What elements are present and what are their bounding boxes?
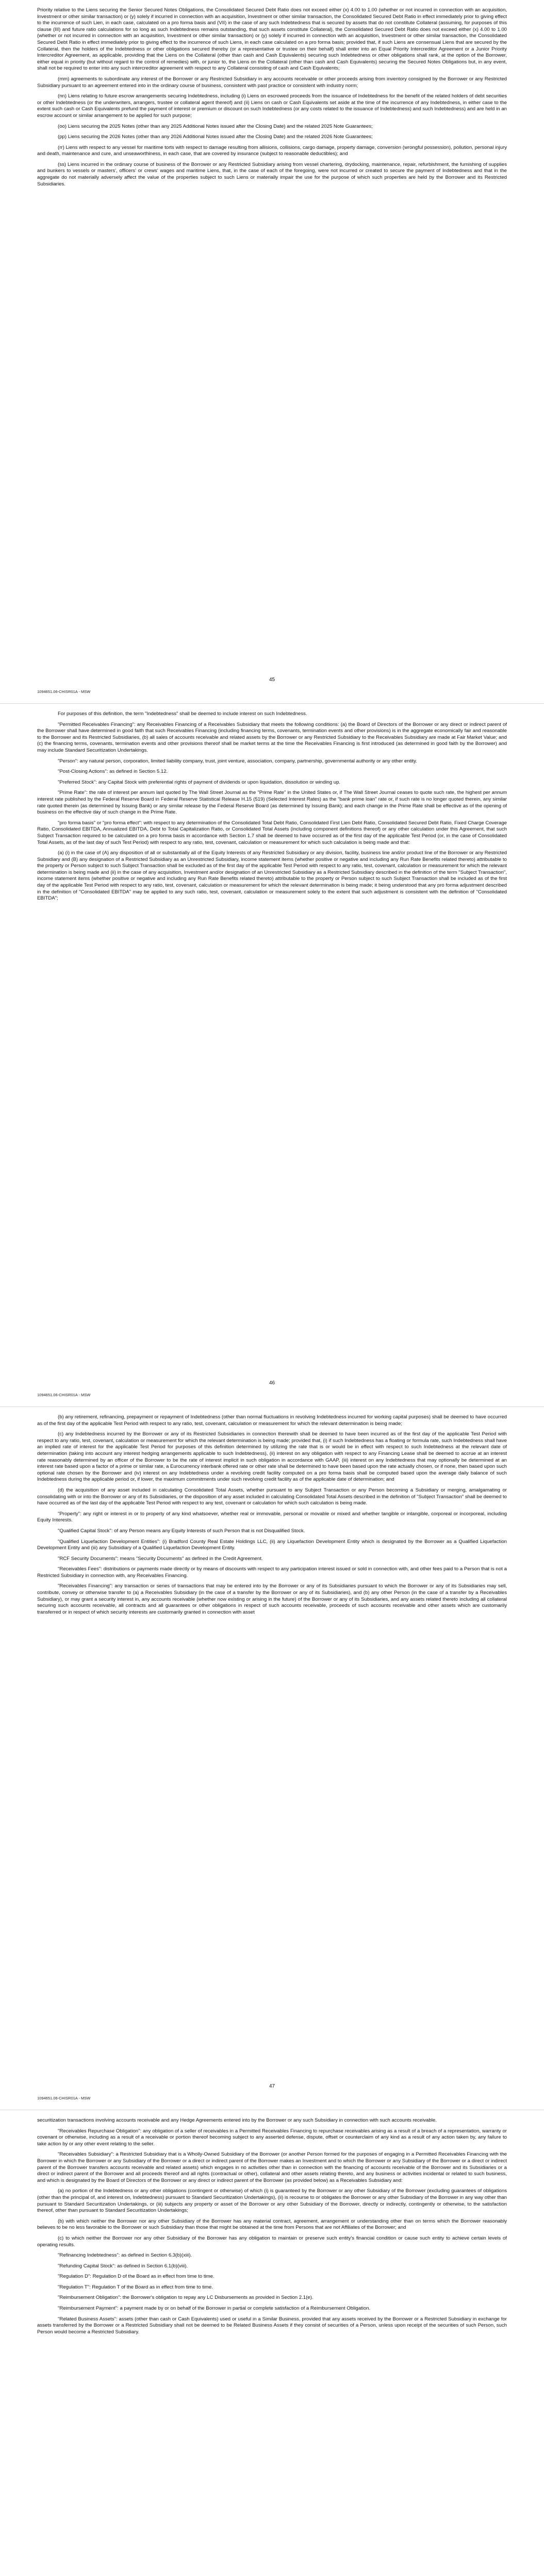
paragraph: "Regulation D": Regulation D of the Board as in effect from time to time. (58, 2274, 215, 2280)
paragraph: "Refinancing Indebtedness": as defined in Section 6.3(b)(xiii). (58, 2252, 192, 2259)
paragraph: "Preferred Stock": any Capital Stock with preferential rights of payment of dividends or upon liquidation, dissolution or winding up. (58, 779, 341, 785)
paragraph: (b) with which neither the Borrower nor any other Subsidiary of the Borrower has any material contract, agreement, arrangement or understanding other than on terms which the Borrower reasonably believes to be no less favorable to the Borrower or such Subsidiary than those that might be obtained at the time from Persons that are not Affiliates of the Borrower; and (37, 2218, 507, 2231)
paragraph: "Regulation T": Regulation T of the Board as in effect from time to time. (58, 2284, 213, 2290)
paragraph: "Refunding Capital Stock": as defined in Section 6.1(b)(viii). (58, 2263, 188, 2269)
paragraph: "Qualified Capital Stock": of any Person means any Equity Interests of such Person that is not Disqualified Stock. (58, 1528, 305, 1534)
paragraph: "Post-Closing Actions": as defined in Section 5.12. (58, 769, 168, 775)
document-page (0, 2110, 544, 2576)
paragraph: "RCF Security Documents": means "Security Documents" as defined in the Credit Agreement. (58, 1555, 263, 1562)
paragraph: "Receivables Repurchase Obligation": any obligation of a seller of receivables in a Permitted Receivables Financing to repurchase receivables arising as a result of a breach of a representation, warranty or covenant or otherwise, including as a result of a receivable or portion thereof becoming subject to any asserted defense, dispute, offset or counterclaim of any kind as a result of any action taken by, any failure to take action by or any other event relating to the seller. (37, 2128, 507, 2147)
paragraph: "Property": any right or interest in or to property of any kind whatsoever, whether real or immovable, personal or movable or mixed and whether tangible or intangible, corporeal or incorporeal, including Equity Interests. (37, 1511, 507, 1523)
paragraph: (c) any Indebtedness incurred by the Borrower or any of its Restricted Subsidiaries in connection therewith shall be deemed to have been incurred as of the first day of the applicable Test Period with respect to any ratio, test, covenant, calculation or measurement for which the relevant determination is being made; provided that, (i) if such Indebtedness has a floating or formula rate, such Indebtedness shall have an implied rate of interest for the applicable Test Period for purposes of this definition determined by utilizing the rate that is or would be in effect with respect to such Indebtedness at the relevant date of determination (taking into account any interest hedging arrangements applicable to such Indebtedness), (ii) interest on any obligation with respect to any Financing Lease shall be deemed to accrue at an interest rate reasonably determined by an officer of the Borrower to be the rate of interest implicit in such obligation in accordance with GAAP, (iii) interest on any Indebtedness that may optionally be determined at an interest rate based upon a factor of a prime or similar rate, a Eurocurrency interbank offered rate or other rate shall be determined to have been based upon the rate actually chosen, or if none, then based upon such optional rate chosen by the Borrower and (iv) interest on any Indebtedness under a revolving credit facility computed on a pro forma basis shall be computed based upon the average daily balance of such Indebtedness during the applicable period or, if lower, the maximum commitments under such revolving credit facility as of the applicable date of determination; and (37, 1431, 507, 1483)
paragraph: Priority relative to the Liens securing the Senior Secured Notes Obligations, the Consolidated Secured Debt Ratio does not exceed either (x) 4.00 to 1.00 (whether or not incurred in connection with an acquisition, Investment or other similar transaction) or (y) solely if incurred in connection with an acquisition, Investment or other similar transaction, the Consolidated Secured Debt Ratio in effect immediately prior to giving effect to the incurrence of such Lien, in each case, calculated on a pro forma basis and (VII) in the case of any such Indebtedness that is secured by assets that do not constitute Collateral (assuming, for purposes of this clause (III) and future ratio calculations for so long as such Indebtedness remains outstanding, that such assets constitute Collateral), the Consolidated Secured Debt Ratio does not exceed either (x) 4.00 to 1.00 (whether or not incurred in connection with an acquisition, Investment or other similar transaction) or (y) solely if incurred in connection with an acquisition, Investment or other similar transaction, the Consolidated Secured Debt Ratio in effect immediately prior to giving effect to the incurrence of such Liens, in each case calculated on a pro forma basis; provided that, if such Liens are consensual Liens that are secured by the Collateral, then the holders of the Indebtedness or other obligations secured thereby (or a representative or trustee on their behalf) shall enter into an Equal Priority Intercreditor Agreement or a Junior Priority Intercreditor Agreement, as applicable, providing that the Liens on the Collateral (other than cash and Cash Equivalents) securing such Indebtedness or other obligations shall rank, at the option of the Borrower, either equal in priority (but without regard to the control of remedies) with, or junior to, the Liens on the Collateral (other than cash and Cash Equivalents) securing the Secured Notes Obligations but, in any event, shall not be required to enter into any such intercreditor agreement with respect to any Collateral consisting of cash and Cash Equivalents; (37, 7, 507, 72)
paragraph: (d) the acquisition of any asset included in calculating Consolidated Total Assets, whether pursuant to any Subject Transaction or any Person becoming a Subsidiary or merging, amalgamating or consolidating with or into the Borrower or any of its Subsidiaries, or the disposition of any asset included in calculating Consolidated Total Assets described in the definition of "Subject Transaction" shall be deemed to have occurred as of the last day of the applicable Test Period with respect to any test, covenant or calculation for which such calculation is being made. (37, 1487, 507, 1506)
paragraph: "Receivables Fees": distributions or payments made directly or by means of discounts with respect to any participation interest issued or sold in connection with, and other fees paid to a Person that is not a Restricted Subsidiary in connection with, any Receivables Financing. (37, 1566, 507, 1579)
paragraph: For purposes of this definition, the term "Indebtedness" shall be deemed to include interest on such Indebtedness. (58, 711, 307, 717)
paragraph: "pro forma basis" or "pro forma effect": with respect to any determination of the Consolidated Total Debt Ratio, Consolidated First Lien Debt Ratio, Consolidated Secured Debt Ratio, Fixed Charge Coverage Ratio, Consolidated EBITDA, Annualized EBITDA, Debt to Total Capitalization Ratio, or Consolidated Total Assets (including component definitions thereof) or any other calculation under this Agreement, that such Subject Transaction required to be calculated on a pro forma basis in accordance with Section 1.7 shall be deemed to have occurred as of the first day of the applicable Test Period (or, in the case of Consolidated Total Assets, as of the last day of such Test Period) with respect to any ratio, test, covenant, calculation or measurement for which such calculation is being made and that: (37, 820, 507, 845)
paragraph: "Permitted Receivables Financing": any Receivables Financing of a Receivables Subsidiary that meets the following conditions: (a) the Board of Directors of the Borrower or any direct or indirect parent of the Borrower shall have determined in good faith that such Receivables Financing (including financing terms, covenants, termination events and other provisions) is in the aggregate economically fair and reasonable to the Borrower and its Restricted Subsidiaries, (b) all sales of accounts receivable and related assets by the Borrower or any Restricted Subsidiary to the Receivables Subsidiary are made at Fair Market Value; and (c) the financing terms, covenants, termination events and other provisions thereof shall be market terms at the time the Receivables Financing is first introduced (as determined in good faith by the Borrower) and may include Standard Securitization Undertakings. (37, 721, 507, 753)
paragraph: (oo) Liens securing the 2025 Notes (other than any 2025 Additional Notes issued after the Closing Date) and the related 2025 Note Guarantees; (58, 123, 373, 129)
paragraph: "Related Business Assets": assets (other than cash or Cash Equivalents) used or useful in a Similar Business, provided that any assets received by the Borrower or a Restricted Subsidiary in exchange for assets transferred by the Borrower or a Restricted Subsidiary shall not be deemed to be Related Business Assets if they consist of securities of a Person, unless upon receipt of the securities of such Person, such Person would become a Restricted Subsidiary. (37, 2316, 507, 2335)
paragraph: (nn) Liens relating to future escrow arrangements securing Indebtedness, including (i) Liens on escrowed proceeds from the issuance of Indebtedness for the benefit of the related holders of debt securities or other Indebtedness (or the underwriters, arrangers, trustee or collateral agent thereof) and (ii) Liens on cash or Cash Equivalents set aside at the time of the incurrence of any Indebtedness, in either case to the extent such cash or Cash Equivalents prefund the payment of interest or premium or discount on such Indebtedness (or any costs related to the issuance of Indebtedness) and such Indebtedness) and are held in an escrow account or similar arrangement to be applied for such purpose; (37, 93, 507, 118)
page-number: 46 (269, 1380, 275, 1386)
paragraph: (c) to which neither the Borrower nor any other Subsidiary of the Borrower has any obligation to maintain or preserve such entity's financial condition or cause such entity to achieve certain levels of operating results. (37, 2235, 507, 2248)
paragraph: (rr) Liens with respect to any vessel for maritime torts with respect to damage resulting from allisions, collisions, cargo damage, property damage, conversion (wrongful possession), pollution, personal injury and death, maintenance and cure, and unseaworthiness, in each case, that are covered by insurance (subject to reasonable deductibles); and (37, 144, 507, 157)
paragraph: "Person": any natural person, corporation, limited liability company, trust, joint venture, association, company, partnership, governmental authority or any other entity. (58, 758, 417, 764)
paragraph: "Prime Rate": the rate of interest per annum last quoted by The Wall Street Journal as the "Prime Rate" in the United States or, if The Wall Street Journal ceases to quote such rate, the highest per annum interest rate published by the Federal Reserve Board in Federal Reserve Statistical Release H.15 (519) (Selected Interest Rates) as the "bank prime loan" rate or, if such rate is no longer quoted therein, any similar rate quoted therein (as determined by Issuing Bank) or any similar release by the Federal Reserve Board (as determined by Issuing Bank); and each change in the Prime Rate shall be effective as of the opening of business on the effective day of such change in the Prime Rate. (37, 790, 507, 816)
paragraph: "Qualified Liquefaction Development Entities": (i) Bradford County Real Estate Holdings LLC, (ii) any Liquefaction Development Entity which is designated by the Borrower as a Qualified Liquefaction Development Entity and (iii) any Subsidiary of a Qualified Liquefaction Development Entity. (37, 1538, 507, 1551)
paragraph: "Reimbursement Payment": a payment made by or on behalf of the Borrower in partial or complete satisfaction of a Reimbursement Obligation. (58, 2306, 371, 2312)
page-body (37, 2117, 507, 2335)
footer-doc-id: 1094651.06-CHISR01A - MSW (37, 689, 91, 694)
document-page (0, 1406, 544, 2110)
paragraph: (ss) Liens incurred in the ordinary course of business of the Borrower or any Restricted Subsidiary arising from vessel chartering, drydocking, maintenance, repair, refurbishment, the furnishing of supplies and bunkers to vessels or masters', officers' or crews' wages and maritime Liens, that, in the case of each of the foregoing, were not incurred or created to secure the payment of Indebtedness and that in the aggregate do not materially adversely affect the value of the properties subject to such Liens or materially impair the use for the purpose of which such properties are held by the Borrower and its Restricted Subsidiaries. (37, 161, 507, 187)
page-number: 47 (269, 2083, 275, 2089)
paragraph: securitization transactions involving accounts receivable and any Hedge Agreements entered into by the Borrower or any such Subsidiary in connection with such accounts receivable. (37, 2117, 437, 2123)
paragraph: "Reimbursement Obligation": the Borrower's obligation to repay any LC Disbursements as provided in Section 2.1(e). (58, 2295, 314, 2301)
footer-doc-id: 1094651.06-CHISR01A - MSW (37, 2096, 91, 2100)
paragraph: (mm) agreements to subordinate any interest of the Borrower or any Restricted Subsidiary in any accounts receivable or other proceeds arising from inventory consigned by the Borrower or any Restricted Subsidiary pursuant to an agreement entered into in the ordinary course of business, consistent with past practice or consistent with industry norm; (37, 76, 507, 89)
page-body (37, 1414, 507, 1616)
page-body (37, 711, 507, 902)
paragraph: (a) (i) in the case of (A) any disposition of all or substantially all of the Equity Interests of any Restricted Subsidiary or any division, facility, business line and/or product line of the Borrower or any Restricted Subsidiary and (B) any designation of a Restricted Subsidiary as an Unrestricted Subsidiary, income statement items (whether positive or negative and including any Run Rate Benefits related thereto) attributable to the property or Person subject to such Subject Transaction shall be excluded as of the first day of the applicable Test Period with respect to any ratio, test, covenant, calculation or measurement for which the relevant determination is being made and (ii) in the case of any acquisition, Investment and/or designation of an Unrestricted Subsidiary as a Restricted Subsidiary described in the definition of the term "Subject Transaction", income statement items (whether positive or negative and including any Run Rate Benefits related thereto) attributable to the property or Person subject to such Subject Transaction shall be included as of the first day of the applicable Test Period with respect to any ratio, test, covenant, calculation or measurement for which the relevant determination is being made; it being understood that any pro forma adjustment described in the definition of "Consolidated EBITDA" may be applied to any such ratio, test, covenant, calculation or measurement solely to the extent that such adjustment is consistent with the definition of "Consolidated EBITDA"; (37, 850, 507, 902)
document-page (0, 0, 544, 703)
paragraph: (b) any retirement, refinancing, prepayment or repayment of Indebtedness (other than normal fluctuations in revolving Indebtedness incurred for working capital purposes) shall be deemed to have occurred as of the first day of the applicable Test Period with respect to any ratio, test, covenant, calculation or measurement for which the relevant determination is being made; (37, 1414, 507, 1427)
page-body (37, 7, 507, 188)
page-number: 45 (269, 677, 275, 683)
paragraph: (a) no portion of the Indebtedness or any other obligations (contingent or otherwise) of which (i) is guaranteed by the Borrower or any other Subsidiary of the Borrower (excluding guarantees of obligations (other than the principal of, and interest on, Indebtedness) pursuant to Standard Securitization Undertakings), (ii) is recourse to or obligates the Borrower or any other Subsidiary of the Borrower in any way other than pursuant to Standard Securitization Undertakings, or (iii) subjects any property or asset of the Borrower or any other Subsidiary of the Borrower, directly or indirectly, contingently or otherwise, to the satisfaction thereof, other than pursuant to Standard Securitization Undertakings; (37, 2188, 507, 2214)
paragraph: (pp) Liens securing the 2026 Notes (other than any 2026 Additional Notes issued after the Closing Date) and the related 2026 Note Guarantees; (58, 134, 373, 140)
paragraph: "Receivables Subsidiary": a Restricted Subsidiary that is a Wholly-Owned Subsidiary of the Borrower (or another Person formed for the purposes of engaging in a Permitted Receivables Financing with the Borrower in which the Borrower or any Subsidiary of the Borrower or a direct or indirect parent of the Borrower makes an Investment and to which the Borrower or any Subsidiary of the Borrower or a direct or indirect parent of the Borrower transfers accounts receivable and related assets) which engages in no activities other than in connection with the financing of accounts receivable of the Borrower and its Subsidiaries or a direct or indirect parent of the Borrower and all proceeds thereof and all rights (contractual or other), collateral and other assets relating thereto, and any business or activities incidental or related to such business, and which is designated by the Board of Directors of the Borrower or any direct or indirect parent of the Borrower (as provided below) as a Receivables Subsidiary and: (37, 2151, 507, 2183)
footer-doc-id: 1094651.06-CHISR01A - MSW (37, 1393, 91, 1397)
document-page (0, 703, 544, 1406)
paragraph: "Receivables Financing": any transaction or series of transactions that may be entered into by the Borrower or any of its Subsidiaries pursuant to which the Borrower or any of its Subsidiaries may sell, contribute, convey or otherwise transfer to (a) a Receivables Subsidiary (in the case of a transfer by the Borrower or any of its Subsidiaries), and (b) any other Person (in the case of a transfer by a Receivables Subsidiary), or may grant a security interest in, any accounts receivable (whether now existing or arising in the future) of the Borrower or any of its Subsidiaries, and any assets related thereto including all collateral securing such accounts receivable, all contracts and all guarantees or other obligations in respect of such accounts receivable, proceeds of such accounts receivable and other assets which are customarily transferred or in respect of which security interests are customarily granted in connection with asset (37, 1583, 507, 1615)
